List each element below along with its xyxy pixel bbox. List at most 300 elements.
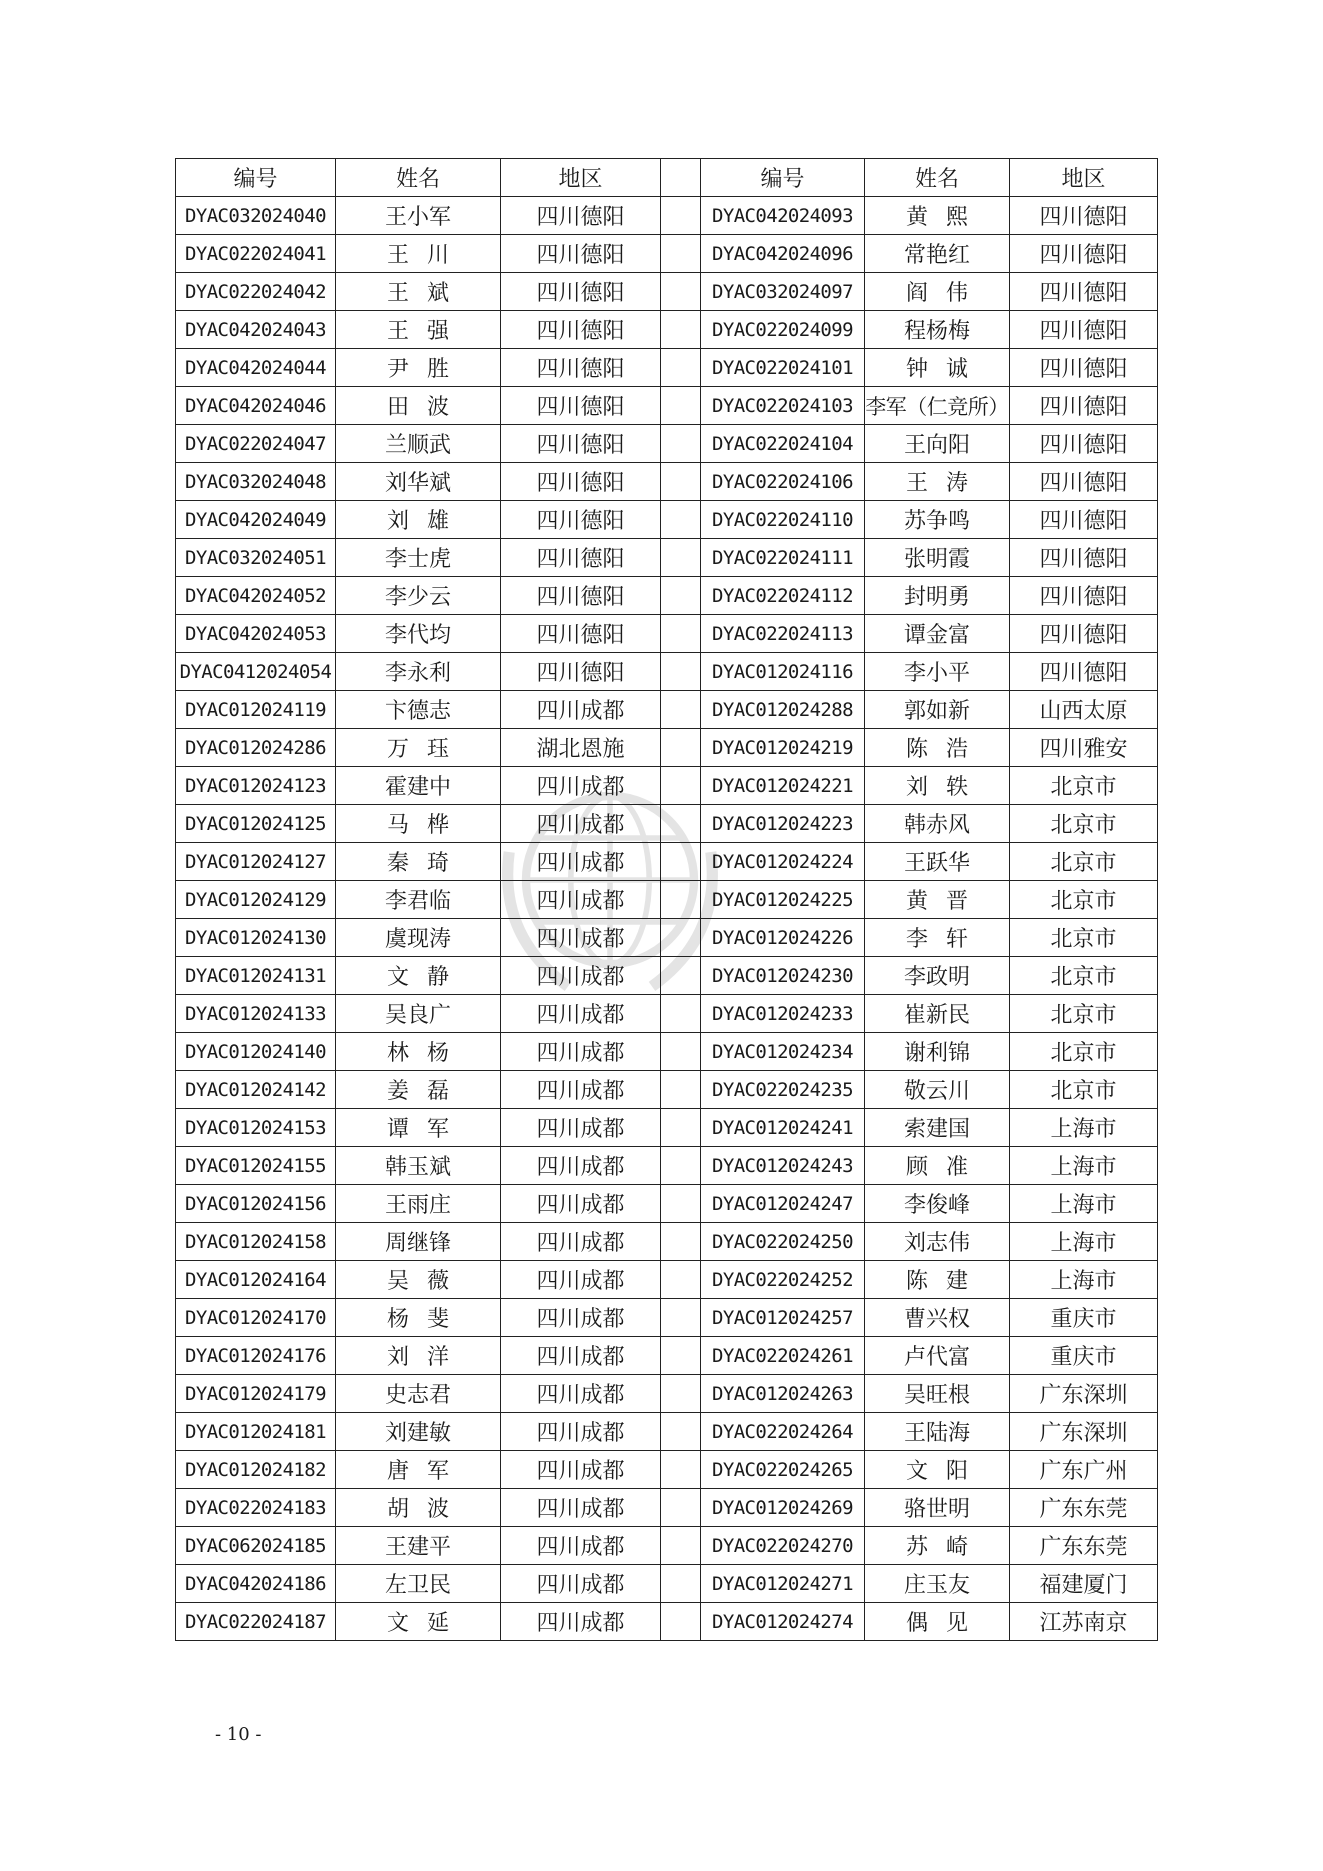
left-name-cell: 姜磊 — [336, 1071, 501, 1109]
right-id-cell: DYAC012024243 — [701, 1147, 865, 1185]
right-id-cell: DYAC012024219 — [701, 729, 865, 767]
left-region-cell: 四川成都 — [501, 767, 661, 805]
table-row — [176, 539, 1158, 577]
right-id-cell: DYAC022024235 — [701, 1071, 865, 1109]
right-name-cell: 黄晋 — [865, 881, 1010, 919]
left-region-cell: 四川成都 — [501, 1451, 661, 1489]
column-gap — [661, 235, 701, 273]
right-name-cell: 陈浩 — [865, 729, 1010, 767]
right-region-cell: 重庆市 — [1010, 1299, 1158, 1337]
table-row — [176, 805, 1158, 843]
column-gap — [661, 349, 701, 387]
left-name-cell: 卞德志 — [336, 691, 501, 729]
column-gap — [661, 273, 701, 311]
right-name-cell: 常艳红 — [865, 235, 1010, 273]
right-id-cell: DYAC022024101 — [701, 349, 865, 387]
left-region-cell: 四川成都 — [501, 1299, 661, 1337]
table-row — [176, 1603, 1158, 1641]
right-region-cell: 四川德阳 — [1010, 539, 1158, 577]
right-id-cell: DYAC022024104 — [701, 425, 865, 463]
left-id-cell: DYAC042024052 — [176, 577, 336, 615]
left-name-cell: 杨斐 — [336, 1299, 501, 1337]
left-id-cell: DYAC042024046 — [176, 387, 336, 425]
page-number: - 10 - — [215, 1724, 262, 1745]
left-id-cell: DYAC012024181 — [176, 1413, 336, 1451]
left-region-cell: 四川成都 — [501, 1109, 661, 1147]
table-row — [176, 1299, 1158, 1337]
column-gap — [661, 1071, 701, 1109]
table-row — [176, 729, 1158, 767]
left-region-cell: 四川德阳 — [501, 425, 661, 463]
left-region-cell: 四川成都 — [501, 1185, 661, 1223]
right-region-cell: 北京市 — [1010, 1033, 1158, 1071]
left-region-cell: 四川成都 — [501, 1071, 661, 1109]
right-id-cell: DYAC012024224 — [701, 843, 865, 881]
right-id-cell: DYAC012024274 — [701, 1603, 865, 1641]
left-name-cell: 万珏 — [336, 729, 501, 767]
right-name-cell: 王向阳 — [865, 425, 1010, 463]
left-name-cell: 刘洋 — [336, 1337, 501, 1375]
column-gap — [661, 1147, 701, 1185]
right-region-cell: 北京市 — [1010, 957, 1158, 995]
right-name-cell: 李轩 — [865, 919, 1010, 957]
right-id-cell: DYAC012024221 — [701, 767, 865, 805]
right-name-cell: 王跃华 — [865, 843, 1010, 881]
header-region-right: 地区 — [1010, 159, 1158, 197]
column-gap — [661, 1337, 701, 1375]
left-name-cell: 文延 — [336, 1603, 501, 1641]
right-id-cell: DYAC022024252 — [701, 1261, 865, 1299]
left-name-cell: 虞现涛 — [336, 919, 501, 957]
left-name-cell: 尹胜 — [336, 349, 501, 387]
left-region-cell: 四川成都 — [501, 1033, 661, 1071]
right-id-cell: DYAC022024261 — [701, 1337, 865, 1375]
left-name-cell: 胡波 — [336, 1489, 501, 1527]
left-region-cell: 四川成都 — [501, 1337, 661, 1375]
left-id-cell: DYAC012024176 — [176, 1337, 336, 1375]
right-name-cell: 李军（仁竞所） — [865, 387, 1010, 425]
right-name-cell: 阎伟 — [865, 273, 1010, 311]
left-region-cell: 四川德阳 — [501, 501, 661, 539]
right-region-cell: 四川德阳 — [1010, 463, 1158, 501]
left-id-cell: DYAC012024155 — [176, 1147, 336, 1185]
left-region-cell: 四川成都 — [501, 1527, 661, 1565]
right-name-cell: 钟诚 — [865, 349, 1010, 387]
table-row — [176, 197, 1158, 235]
left-name-cell: 史志君 — [336, 1375, 501, 1413]
column-gap — [661, 1185, 701, 1223]
right-region-cell: 上海市 — [1010, 1185, 1158, 1223]
right-region-cell: 四川德阳 — [1010, 197, 1158, 235]
table-row — [176, 843, 1158, 881]
column-gap — [661, 197, 701, 235]
table-row — [176, 311, 1158, 349]
column-gap — [661, 1451, 701, 1489]
left-id-cell: DYAC012024153 — [176, 1109, 336, 1147]
right-region-cell: 福建厦门 — [1010, 1565, 1158, 1603]
right-name-cell: 索建国 — [865, 1109, 1010, 1147]
left-name-cell: 李少云 — [336, 577, 501, 615]
table-row — [176, 1527, 1158, 1565]
table-row — [176, 1185, 1158, 1223]
column-gap — [661, 729, 701, 767]
right-name-cell: 谢利锦 — [865, 1033, 1010, 1071]
table-row — [176, 1337, 1158, 1375]
left-region-cell: 四川成都 — [501, 1413, 661, 1451]
right-region-cell: 四川德阳 — [1010, 349, 1158, 387]
right-region-cell: 四川德阳 — [1010, 387, 1158, 425]
table-row — [176, 881, 1158, 919]
column-gap — [661, 1527, 701, 1565]
left-id-cell: DYAC042024053 — [176, 615, 336, 653]
right-region-cell: 广东广州 — [1010, 1451, 1158, 1489]
right-region-cell: 北京市 — [1010, 919, 1158, 957]
table-row — [176, 501, 1158, 539]
left-region-cell: 四川成都 — [501, 919, 661, 957]
table-row — [176, 1413, 1158, 1451]
left-region-cell: 四川德阳 — [501, 197, 661, 235]
right-name-cell: 程杨梅 — [865, 311, 1010, 349]
left-name-cell: 马桦 — [336, 805, 501, 843]
left-name-cell: 刘建敏 — [336, 1413, 501, 1451]
table-row — [176, 273, 1158, 311]
table-row — [176, 1375, 1158, 1413]
right-name-cell: 刘轶 — [865, 767, 1010, 805]
left-id-cell: DYAC062024185 — [176, 1527, 336, 1565]
right-id-cell: DYAC012024241 — [701, 1109, 865, 1147]
right-id-cell: DYAC022024103 — [701, 387, 865, 425]
right-region-cell: 山西太原 — [1010, 691, 1158, 729]
table-row — [176, 1489, 1158, 1527]
right-name-cell: 苏崎 — [865, 1527, 1010, 1565]
column-gap — [661, 1299, 701, 1337]
column-gap — [661, 843, 701, 881]
left-id-cell: DYAC032024048 — [176, 463, 336, 501]
right-region-cell: 上海市 — [1010, 1261, 1158, 1299]
left-name-cell: 林杨 — [336, 1033, 501, 1071]
right-region-cell: 上海市 — [1010, 1147, 1158, 1185]
table-row — [176, 615, 1158, 653]
left-id-cell: DYAC042024043 — [176, 311, 336, 349]
right-name-cell: 文阳 — [865, 1451, 1010, 1489]
left-id-cell: DYAC012024140 — [176, 1033, 336, 1071]
left-name-cell: 王雨庄 — [336, 1185, 501, 1223]
left-region-cell: 四川成都 — [501, 881, 661, 919]
column-gap — [661, 1223, 701, 1261]
left-region-cell: 四川成都 — [501, 1375, 661, 1413]
table-row — [176, 957, 1158, 995]
right-name-cell: 骆世明 — [865, 1489, 1010, 1527]
right-id-cell: DYAC022024270 — [701, 1527, 865, 1565]
right-name-cell: 张明霞 — [865, 539, 1010, 577]
member-roster-table — [175, 158, 1158, 1641]
left-name-cell: 李君临 — [336, 881, 501, 919]
left-id-cell: DYAC012024133 — [176, 995, 336, 1033]
column-gap — [661, 501, 701, 539]
right-id-cell: DYAC012024288 — [701, 691, 865, 729]
right-name-cell: 偶见 — [865, 1603, 1010, 1641]
column-gap — [661, 577, 701, 615]
left-region-cell: 四川成都 — [501, 957, 661, 995]
left-region-cell: 四川成都 — [501, 1147, 661, 1185]
column-gap — [661, 1261, 701, 1299]
right-name-cell: 崔新民 — [865, 995, 1010, 1033]
right-region-cell: 四川雅安 — [1010, 729, 1158, 767]
column-gap — [661, 1565, 701, 1603]
right-name-cell: 顾准 — [865, 1147, 1010, 1185]
table-row — [176, 995, 1158, 1033]
left-id-cell: DYAC012024182 — [176, 1451, 336, 1489]
left-id-cell: DYAC022024047 — [176, 425, 336, 463]
column-gap — [661, 805, 701, 843]
left-id-cell: DYAC032024040 — [176, 197, 336, 235]
left-name-cell: 谭军 — [336, 1109, 501, 1147]
left-id-cell: DYAC012024131 — [176, 957, 336, 995]
left-id-cell: DYAC012024127 — [176, 843, 336, 881]
left-name-cell: 刘华斌 — [336, 463, 501, 501]
left-name-cell: 吴薇 — [336, 1261, 501, 1299]
right-region-cell: 北京市 — [1010, 767, 1158, 805]
right-region-cell: 四川德阳 — [1010, 235, 1158, 273]
right-id-cell: DYAC022024110 — [701, 501, 865, 539]
right-id-cell: DYAC042024093 — [701, 197, 865, 235]
left-id-cell: DYAC012024156 — [176, 1185, 336, 1223]
right-id-cell: DYAC012024247 — [701, 1185, 865, 1223]
right-id-cell: DYAC032024097 — [701, 273, 865, 311]
left-region-cell: 四川成都 — [501, 805, 661, 843]
left-id-cell: DYAC022024187 — [176, 1603, 336, 1641]
right-id-cell: DYAC022024265 — [701, 1451, 865, 1489]
left-id-cell: DYAC042024186 — [176, 1565, 336, 1603]
column-gap — [661, 653, 701, 691]
left-name-cell: 文静 — [336, 957, 501, 995]
right-id-cell: DYAC022024112 — [701, 577, 865, 615]
left-name-cell: 王川 — [336, 235, 501, 273]
left-name-cell: 田波 — [336, 387, 501, 425]
table-row — [176, 919, 1158, 957]
right-id-cell: DYAC022024106 — [701, 463, 865, 501]
right-region-cell: 北京市 — [1010, 805, 1158, 843]
table-row — [176, 387, 1158, 425]
table-header-row — [176, 159, 1158, 197]
header-name-left: 姓名 — [336, 159, 501, 197]
table-row — [176, 1147, 1158, 1185]
left-region-cell: 四川成都 — [501, 1489, 661, 1527]
column-gap — [661, 1603, 701, 1641]
left-name-cell: 左卫民 — [336, 1565, 501, 1603]
right-region-cell: 四川德阳 — [1010, 273, 1158, 311]
right-name-cell: 陈建 — [865, 1261, 1010, 1299]
left-region-cell: 四川德阳 — [501, 311, 661, 349]
table-row — [176, 691, 1158, 729]
column-gap — [661, 881, 701, 919]
right-region-cell: 广东深圳 — [1010, 1413, 1158, 1451]
left-region-cell: 四川德阳 — [501, 539, 661, 577]
left-region-cell: 四川成都 — [501, 1223, 661, 1261]
right-region-cell: 江苏南京 — [1010, 1603, 1158, 1641]
left-name-cell: 王建平 — [336, 1527, 501, 1565]
right-id-cell: DYAC012024263 — [701, 1375, 865, 1413]
right-name-cell: 李政明 — [865, 957, 1010, 995]
table-row — [176, 1109, 1158, 1147]
column-gap — [661, 767, 701, 805]
right-id-cell: DYAC012024269 — [701, 1489, 865, 1527]
right-region-cell: 广东东莞 — [1010, 1489, 1158, 1527]
table-row — [176, 1261, 1158, 1299]
right-name-cell: 李俊峰 — [865, 1185, 1010, 1223]
right-name-cell: 韩赤风 — [865, 805, 1010, 843]
left-name-cell: 李代均 — [336, 615, 501, 653]
right-region-cell: 四川德阳 — [1010, 653, 1158, 691]
table-row — [176, 767, 1158, 805]
left-name-cell: 周继锋 — [336, 1223, 501, 1261]
table-row — [176, 1451, 1158, 1489]
left-name-cell: 唐军 — [336, 1451, 501, 1489]
left-name-cell: 李士虎 — [336, 539, 501, 577]
table-row — [176, 1071, 1158, 1109]
left-name-cell: 秦琦 — [336, 843, 501, 881]
right-name-cell: 王陆海 — [865, 1413, 1010, 1451]
left-region-cell: 四川德阳 — [501, 387, 661, 425]
table-body — [176, 197, 1158, 1641]
left-id-cell: DYAC012024119 — [176, 691, 336, 729]
left-id-cell: DYAC012024123 — [176, 767, 336, 805]
right-id-cell: DYAC012024116 — [701, 653, 865, 691]
left-id-cell: DYAC012024129 — [176, 881, 336, 919]
right-name-cell: 庄玉友 — [865, 1565, 1010, 1603]
left-id-cell: DYAC012024158 — [176, 1223, 336, 1261]
right-id-cell: DYAC022024264 — [701, 1413, 865, 1451]
left-region-cell: 湖北恩施 — [501, 729, 661, 767]
right-region-cell: 重庆市 — [1010, 1337, 1158, 1375]
header-id-right: 编号 — [701, 159, 865, 197]
column-gap — [661, 919, 701, 957]
column-gap — [661, 1109, 701, 1147]
column-gap — [661, 425, 701, 463]
right-id-cell: DYAC012024226 — [701, 919, 865, 957]
column-gap — [661, 995, 701, 1033]
table-row — [176, 1223, 1158, 1261]
left-id-cell: DYAC032024051 — [176, 539, 336, 577]
right-name-cell: 封明勇 — [865, 577, 1010, 615]
left-region-cell: 四川德阳 — [501, 577, 661, 615]
table-row — [176, 425, 1158, 463]
table-row — [176, 1033, 1158, 1071]
right-id-cell: DYAC012024223 — [701, 805, 865, 843]
table-row — [176, 653, 1158, 691]
right-id-cell: DYAC022024113 — [701, 615, 865, 653]
right-region-cell: 广东深圳 — [1010, 1375, 1158, 1413]
right-region-cell: 四川德阳 — [1010, 501, 1158, 539]
left-id-cell: DYAC042024044 — [176, 349, 336, 387]
table-row — [176, 577, 1158, 615]
left-region-cell: 四川成都 — [501, 843, 661, 881]
left-name-cell: 刘雄 — [336, 501, 501, 539]
left-region-cell: 四川德阳 — [501, 653, 661, 691]
left-name-cell: 王强 — [336, 311, 501, 349]
right-name-cell: 曹兴权 — [865, 1299, 1010, 1337]
left-id-cell: DYAC012024130 — [176, 919, 336, 957]
right-region-cell: 上海市 — [1010, 1223, 1158, 1261]
right-id-cell: DYAC012024271 — [701, 1565, 865, 1603]
table-row — [176, 463, 1158, 501]
header-name-right: 姓名 — [865, 159, 1010, 197]
left-id-cell: DYAC012024125 — [176, 805, 336, 843]
left-name-cell: 李永利 — [336, 653, 501, 691]
left-region-cell: 四川德阳 — [501, 273, 661, 311]
left-region-cell: 四川成都 — [501, 1603, 661, 1641]
header-region-left: 地区 — [501, 159, 661, 197]
right-id-cell: DYAC012024233 — [701, 995, 865, 1033]
right-name-cell: 李小平 — [865, 653, 1010, 691]
left-name-cell: 吴良广 — [336, 995, 501, 1033]
left-id-cell: DYAC042024049 — [176, 501, 336, 539]
right-id-cell: DYAC012024257 — [701, 1299, 865, 1337]
left-id-cell: DYAC012024142 — [176, 1071, 336, 1109]
column-gap — [661, 1033, 701, 1071]
right-region-cell: 北京市 — [1010, 843, 1158, 881]
right-id-cell: DYAC022024099 — [701, 311, 865, 349]
right-name-cell: 敬云川 — [865, 1071, 1010, 1109]
left-id-cell: DYAC022024183 — [176, 1489, 336, 1527]
left-id-cell: DYAC012024164 — [176, 1261, 336, 1299]
left-region-cell: 四川成都 — [501, 691, 661, 729]
left-name-cell: 王小军 — [336, 197, 501, 235]
column-gap — [661, 387, 701, 425]
right-name-cell: 吴旺根 — [865, 1375, 1010, 1413]
right-name-cell: 谭金富 — [865, 615, 1010, 653]
column-gap — [661, 311, 701, 349]
right-name-cell: 刘志伟 — [865, 1223, 1010, 1261]
column-gap — [661, 1413, 701, 1451]
right-region-cell: 北京市 — [1010, 1071, 1158, 1109]
right-name-cell: 苏争鸣 — [865, 501, 1010, 539]
column-gap — [661, 957, 701, 995]
right-region-cell: 北京市 — [1010, 881, 1158, 919]
left-id-cell: DYAC012024170 — [176, 1299, 336, 1337]
left-name-cell: 霍建中 — [336, 767, 501, 805]
right-id-cell: DYAC012024230 — [701, 957, 865, 995]
right-name-cell: 卢代富 — [865, 1337, 1010, 1375]
column-gap — [661, 691, 701, 729]
left-region-cell: 四川成都 — [501, 1261, 661, 1299]
right-id-cell: DYAC042024096 — [701, 235, 865, 273]
right-id-cell: DYAC012024225 — [701, 881, 865, 919]
table-row — [176, 235, 1158, 273]
header-id-left: 编号 — [176, 159, 336, 197]
left-name-cell: 王斌 — [336, 273, 501, 311]
column-gap — [661, 615, 701, 653]
column-gap — [661, 539, 701, 577]
left-id-cell: DYAC012024179 — [176, 1375, 336, 1413]
right-region-cell: 北京市 — [1010, 995, 1158, 1033]
left-id-cell: DYAC012024286 — [176, 729, 336, 767]
left-region-cell: 四川德阳 — [501, 615, 661, 653]
left-region-cell: 四川德阳 — [501, 463, 661, 501]
left-region-cell: 四川德阳 — [501, 235, 661, 273]
right-id-cell: DYAC012024234 — [701, 1033, 865, 1071]
column-gap — [661, 159, 701, 197]
table-row — [176, 349, 1158, 387]
right-id-cell: DYAC022024111 — [701, 539, 865, 577]
column-gap — [661, 1375, 701, 1413]
left-id-cell: DYAC022024042 — [176, 273, 336, 311]
right-region-cell: 四川德阳 — [1010, 615, 1158, 653]
right-id-cell: DYAC022024250 — [701, 1223, 865, 1261]
table-row — [176, 1565, 1158, 1603]
right-region-cell: 四川德阳 — [1010, 311, 1158, 349]
left-name-cell: 兰顺武 — [336, 425, 501, 463]
